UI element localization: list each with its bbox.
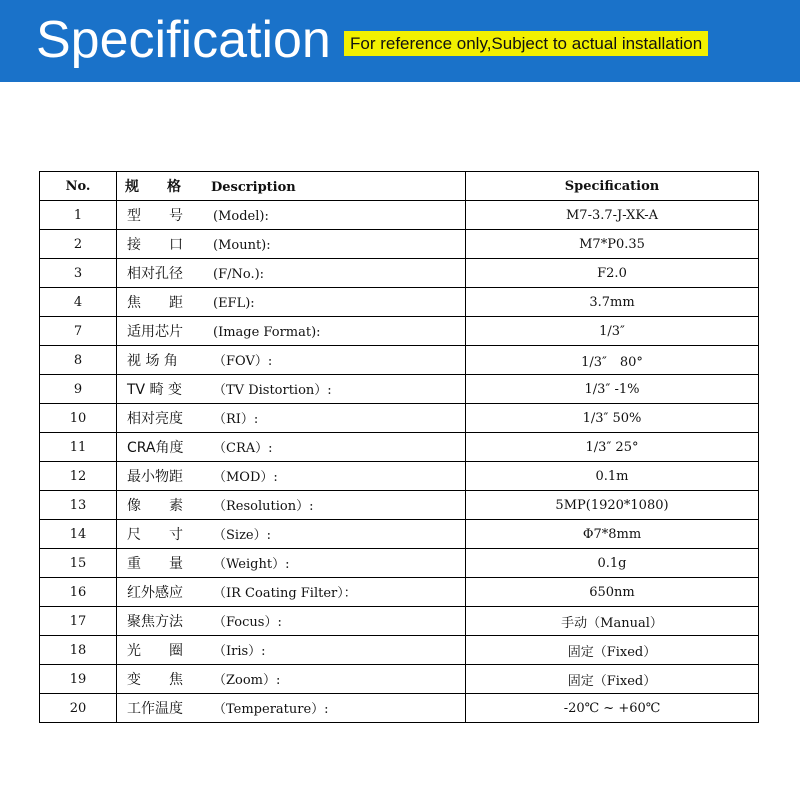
row-description (117, 433, 466, 462)
row-number: 1 (40, 201, 117, 230)
header-description-zh: 规 格 (125, 179, 181, 195)
table-row (40, 201, 759, 230)
row-description-zh: 接 口 (127, 237, 183, 253)
row-description (117, 259, 466, 288)
row-description-en: (EFL): (213, 296, 255, 311)
row-description (117, 404, 466, 433)
row-description-zh: 尺 寸 (127, 527, 183, 543)
row-value: 5MP(1920*1080) (466, 491, 759, 520)
row-value: 650nm (466, 578, 759, 607)
row-description-en: （Weight）: (213, 557, 290, 572)
row-description (117, 346, 466, 375)
row-number: 3 (40, 259, 117, 288)
row-description (117, 491, 466, 520)
row-number: 8 (40, 346, 117, 375)
header-specification: Specification (466, 172, 759, 201)
row-value: 3.7mm (466, 288, 759, 317)
row-description-en: (F/No.): (213, 267, 265, 282)
row-number: 14 (40, 520, 117, 549)
row-value: 固定（Fixed） (466, 665, 759, 694)
row-description (117, 230, 466, 259)
row-description-zh: 像 素 (127, 498, 183, 514)
row-description-en: （FOV）: (213, 354, 273, 369)
row-description-en: （Focus）: (213, 615, 282, 630)
row-description (117, 549, 466, 578)
row-number: 18 (40, 636, 117, 665)
row-number: 10 (40, 404, 117, 433)
row-value: M7-3.7-J-XK-A (466, 201, 759, 230)
row-description-zh: TV 畸 变 (127, 382, 183, 398)
row-description-en: (Mount): (213, 238, 271, 253)
table-row (40, 578, 759, 607)
row-description-en: （Resolution）: (213, 499, 314, 514)
table-row (40, 491, 759, 520)
table-row (40, 346, 759, 375)
row-description-zh: 工作温度 (127, 701, 183, 717)
row-value: 0.1g (466, 549, 759, 578)
page-title: Specification (36, 11, 331, 69)
row-number: 9 (40, 375, 117, 404)
row-number: 4 (40, 288, 117, 317)
row-description-zh: CRA角度 (127, 440, 184, 456)
row-number: 13 (40, 491, 117, 520)
row-description-zh: 光 圈 (127, 643, 183, 659)
row-description-zh: 相对孔径 (127, 266, 183, 282)
table-row (40, 433, 759, 462)
header-banner (0, 0, 800, 82)
row-value: -20℃ ~ +60℃ (466, 694, 759, 723)
header-description (117, 172, 466, 201)
row-description (117, 636, 466, 665)
row-description (117, 317, 466, 346)
row-number: 11 (40, 433, 117, 462)
row-value: 1/3″ 50% (466, 404, 759, 433)
row-description-zh: 最小物距 (127, 469, 183, 485)
row-description-en: （CRA）: (213, 441, 273, 456)
table-row (40, 665, 759, 694)
row-description (117, 201, 466, 230)
row-description-en: （Size）: (213, 528, 271, 543)
table-row (40, 375, 759, 404)
row-description-zh: 聚焦方法 (127, 614, 183, 630)
row-number: 12 (40, 462, 117, 491)
header-no: No. (40, 172, 117, 201)
row-description (117, 288, 466, 317)
row-description-en: （RI）: (213, 412, 259, 427)
row-number: 20 (40, 694, 117, 723)
row-description (117, 607, 466, 636)
row-description-zh: 重 量 (127, 556, 183, 572)
table-row (40, 230, 759, 259)
table-row (40, 259, 759, 288)
row-description (117, 665, 466, 694)
row-value: M7*P0.35 (466, 230, 759, 259)
row-description (117, 578, 466, 607)
row-description-zh: 型 号 (127, 208, 183, 224)
row-description-en: （MOD）: (213, 470, 278, 485)
row-description (117, 520, 466, 549)
row-description (117, 694, 466, 723)
row-description-en: （Zoom）: (213, 673, 281, 688)
row-value: 1/3″ 80° (466, 346, 759, 375)
row-value: 0.1m (466, 462, 759, 491)
row-description-en: （IR Coating Filter）： (213, 586, 357, 601)
row-value: 手动（Manual） (466, 607, 759, 636)
row-description-zh: 变 焦 (127, 672, 183, 688)
table-row (40, 549, 759, 578)
row-value: 1/3″ (466, 317, 759, 346)
row-value: 1/3″ 25° (466, 433, 759, 462)
row-value: 1/3″ -1% (466, 375, 759, 404)
specification-table (39, 171, 759, 723)
row-number: 7 (40, 317, 117, 346)
row-number: 17 (40, 607, 117, 636)
table-row (40, 520, 759, 549)
row-number: 19 (40, 665, 117, 694)
row-description (117, 375, 466, 404)
row-value: Φ7*8mm (466, 520, 759, 549)
table-header-row (40, 172, 759, 201)
table-row (40, 462, 759, 491)
row-description-en: (Image Format): (213, 325, 321, 340)
table-row (40, 288, 759, 317)
row-description-zh: 视 场 角 (127, 353, 178, 369)
row-description-zh: 红外感应 (127, 585, 183, 601)
row-description-en: （Iris）: (213, 644, 266, 659)
row-description-en: (Model): (213, 209, 269, 224)
row-number: 2 (40, 230, 117, 259)
row-description (117, 462, 466, 491)
row-value: 固定（Fixed） (466, 636, 759, 665)
disclaimer-note: For reference only,Subject to actual installation (344, 31, 708, 56)
row-number: 16 (40, 578, 117, 607)
table-row (40, 694, 759, 723)
table-row (40, 404, 759, 433)
row-description-en: （Temperature）: (213, 702, 329, 717)
row-description-zh: 焦 距 (127, 295, 183, 311)
row-value: F2.0 (466, 259, 759, 288)
row-number: 15 (40, 549, 117, 578)
table-row (40, 636, 759, 665)
table-row (40, 317, 759, 346)
row-description-en: （TV Distortion）: (213, 383, 332, 398)
row-description-zh: 适用芯片 (127, 324, 183, 340)
row-description-zh: 相对亮度 (127, 411, 183, 427)
table-row (40, 607, 759, 636)
header-description-en: Description (211, 180, 296, 195)
